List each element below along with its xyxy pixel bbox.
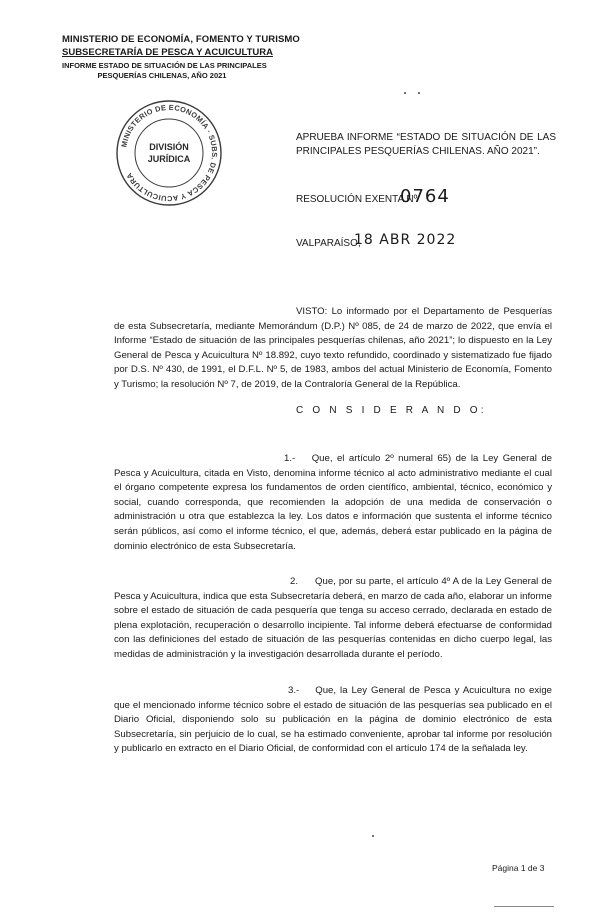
subsecretaria-name: SUBSECRETARÍA DE PESCA Y ACUICULTURA bbox=[62, 47, 273, 58]
speck bbox=[418, 92, 420, 94]
page-number: Página 1 de 3 bbox=[492, 863, 545, 873]
seal-center bbox=[114, 98, 224, 208]
item-number: 2. bbox=[290, 576, 299, 587]
seal-line-2: JURÍDICA bbox=[147, 154, 191, 164]
report-title-line2: PESQUERÍAS CHILENAS, AÑO 2021 bbox=[97, 71, 227, 80]
considerando-title: C O N S I D E R A N D O: bbox=[296, 405, 487, 416]
item-text: Que, el artículo 2º numeral 65) de la Ley General de Pesca y Acuicultura, citada en Visto, denomina informe técnico al acto administrativo mediante el cual el órgano competente expresa los fundamentos de orden científico, ambiental, técnico, económico y social, cuando corresponda, que recomienden la adopción de una medida de conservación o administración u otra que establezca la ley. Los datos e información que sustenta el informe técnico serán públicos, así como el informe técnico, el que, además, deberá estar publicado en la página de dominio electrónico de esta Subsecretaría. bbox=[114, 453, 552, 552]
speck bbox=[372, 835, 374, 837]
place-label: VALPARAÍSO, bbox=[296, 238, 361, 249]
seal-line-1: DIVISIÓN bbox=[149, 142, 189, 152]
subject-heading: APRUEBA INFORME “ESTADO DE SITUACIÓN DE LAS PRINCIPALES PESQUERÍAS CHILENAS. AÑO 2021”. bbox=[296, 132, 556, 157]
visto-text: Lo informado por el Departamento de Pesquerías de esta Subsecretaría, mediante Memorándum (D.P.) Nº 085, de 24 de marzo de 2022, que envía el Informe “Estado de situación de las principales pesquerías chilenas, año 2021”; lo dispuesto en la Ley General de Pesca y Acuicultura Nº 18.892, cuyo texto refundido, coordinado y sistematizado fue fijado por D.S. Nº 430, de 1991, el D.F.L. Nº 5, de 1983, ambos del actual Ministerio de Economía, Fomento y Turismo; la resolución Nº 7, de 2019, de la Contraloría General de la República. bbox=[114, 306, 552, 390]
report-title-line1: INFORME ESTADO DE SITUACIÓN DE LAS PRINCIPALES bbox=[62, 61, 267, 70]
letterhead bbox=[62, 34, 322, 80]
footer-rule bbox=[494, 906, 554, 907]
visto-paragraph bbox=[114, 305, 552, 393]
item-text: Que, la Ley General de Pesca y Acuicultura no exige que el mencionado informe técnico sobre el estado de situación de las pesquerías sea publicado en el Diario Oficial, disponiendo solo su publicación en la página de dominio electrónico de esta Subsecretaría, sin perjuicio de lo cual, se ha estimado conveniente, aprobar tal informe por resolución y publicarlo en extracto en el Diario Oficial, de conformidad con el artículo 174 de la señalada ley. bbox=[114, 685, 552, 755]
ministry-name: MINISTERIO DE ECONOMÍA, FOMENTO Y TURISMO bbox=[62, 34, 300, 45]
visto-lead: VISTO: bbox=[296, 306, 328, 317]
resolution-label: RESOLUCIÓN EXENTA Nº bbox=[296, 194, 418, 205]
considerando-item-3 bbox=[114, 684, 552, 757]
item-number: 3.- bbox=[288, 685, 300, 696]
item-number: 1.- bbox=[284, 453, 296, 464]
date-stamp: 18 ABR 2022 bbox=[354, 232, 457, 248]
resolution-number: 0764 bbox=[400, 186, 450, 207]
division-juridica-seal bbox=[114, 98, 224, 208]
item-text: Que, por su parte, el artículo 4º A de la Ley General de Pesca y Acuicultura, indica que esta Subsecretaría deberá, en marzo de cada año, elaborar un informe sobre el estado de situación de cada pesquería que tenga su acceso cerrado, declarada en estado de plena explotación, recuperación o desarrollo incipiente. Tal informe deberá efectuarse de conformidad con las definiciones del estado de situación de las pesquerías contenidas en dicho cuerpo legal, las medidas de administración y la investigación desarrollada durante el período. bbox=[114, 576, 552, 660]
seal-ring-text: MINISTERIO DE ECONOMÍA · SUBS. DE PESCA Y ACUICULTURA bbox=[119, 102, 220, 204]
considerando-item-2 bbox=[114, 575, 552, 663]
considerando-item-1 bbox=[114, 452, 552, 554]
speck bbox=[404, 92, 406, 94]
